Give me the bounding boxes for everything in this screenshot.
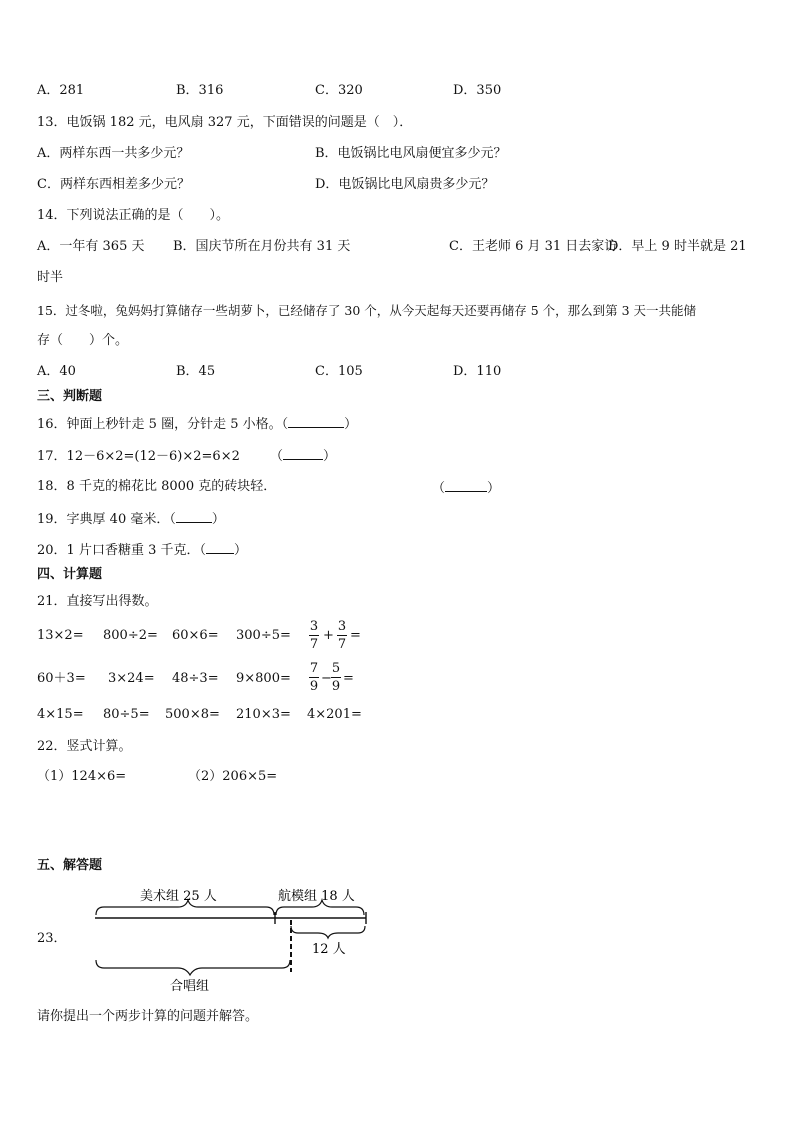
answer-blank[interactable] [288,414,344,428]
q15-stem-line1: 15．过冬啦，兔妈妈打算储存一些胡萝卜，已经储存了 30 个，从今天起每天还要再储存 5 个，那么到第 3 天一共能储 [37,303,697,318]
choir-group-label: 合唱组 [170,979,210,994]
q14-option-a: A．一年有 365 天 [37,239,145,254]
q16-statement: 16．钟面上秒针走 5 圈，分针走 5 小格。（ ） [37,414,357,434]
q18-statement: 18．8 千克的棉花比 8000 克的砖块轻． [37,479,277,494]
minus-sign: − [321,671,332,686]
section-heading-word-problems: 五、解答题 [37,858,103,873]
q23-number: 23． [37,931,67,946]
answer-blank[interactable] [176,509,212,523]
q15-option-c: C．105 [315,364,363,379]
fraction: 3 7 [337,619,347,652]
q21-item: 48÷3= [172,671,219,686]
q11-option-b: B．316 [176,83,224,98]
fraction: 5 9 [331,661,341,694]
q18-answer: （ ） [432,478,500,498]
q20-statement: 20．1 片口香糖重 3 千克．（ ） [37,540,247,560]
q14-option-b: B．国庆节所在月份共有 31 天 [173,239,351,254]
q21-item: 60＋3= [37,671,86,686]
q13-option-c: C．两样东西相差多少元？ [37,177,190,192]
q14-option-d-continued: 时半 [37,270,64,285]
answer-blank[interactable] [445,478,487,492]
q21-stem: 21．直接写出得数。 [37,594,158,609]
q13-stem: 13．电饭锅 182 元，电风扇 327 元，下面错误的问题是（ ）． [37,115,413,130]
q21-item: 500×8= [165,707,220,722]
model-group-label: 航模组 18 人 [278,889,355,904]
q13-option-d: D．电饭锅比电风扇贵多少元？ [315,177,495,192]
q22-part1: （1）124×6= [37,769,127,784]
line-segment-diagram [90,880,380,995]
q13-option-a: A．两样东西一共多少元？ [37,146,190,161]
q21-item: 80÷5= [103,707,150,722]
q21-item: 60×6= [172,628,219,643]
q11-option-d: D．350 [453,83,502,98]
q14-option-c: C．王老师 6 月 31 日去家访 [449,239,618,254]
q11-option-c: C．320 [315,83,363,98]
q15-option-a: A．40 [37,364,76,379]
q14-option-d: D．早上 9 时半就是 21 [608,239,747,254]
equals-sign: = [343,671,354,686]
q22-stem: 22．竖式计算。 [37,739,132,754]
section-heading-judgement: 三、判断题 [37,389,103,404]
q21-item: 210×3= [236,707,291,722]
equals-sign: = [350,628,361,643]
difference-label: 12 人 [312,942,346,957]
q21-item: 13×2= [37,628,84,643]
art-group-label: 美术组 25 人 [140,889,217,904]
q13-option-b: B．电饭锅比电风扇便宜多少元？ [315,146,507,161]
difference-brace [291,926,365,938]
q15-option-b: B．45 [176,364,216,379]
q21-item: 800÷2= [103,628,158,643]
q15-option-d: D．110 [453,364,502,379]
q21-item: 300÷5= [236,628,291,643]
q21-item: 3×24= [108,671,155,686]
answer-blank[interactable] [283,446,323,460]
plus-sign: + [323,628,334,643]
q22-part2: （2）206×5= [188,769,278,784]
fraction: 3 7 [309,619,319,652]
q19-statement: 19．字典厚 40 毫米．（ ） [37,509,225,529]
choir-group-brace [96,960,290,975]
fraction: 7 9 [309,661,319,694]
q21-item: 4×15= [37,707,84,722]
q11-option-a: A．281 [37,83,85,98]
q21-item: 4×201= [307,707,362,722]
q14-stem: 14．下列说法正确的是（ ）。 [37,208,230,223]
q17-statement: 17．12－6×2=(12－6)×2=6×2 （ ） [37,446,336,466]
section-heading-calculation: 四、计算题 [37,567,103,582]
q15-stem-line2: 存（ ）个。 [37,333,129,348]
q23-prompt: 请你提出一个两步计算的问题并解答。 [37,1009,259,1024]
answer-blank[interactable] [206,540,234,554]
q21-item: 9×800= [236,671,291,686]
